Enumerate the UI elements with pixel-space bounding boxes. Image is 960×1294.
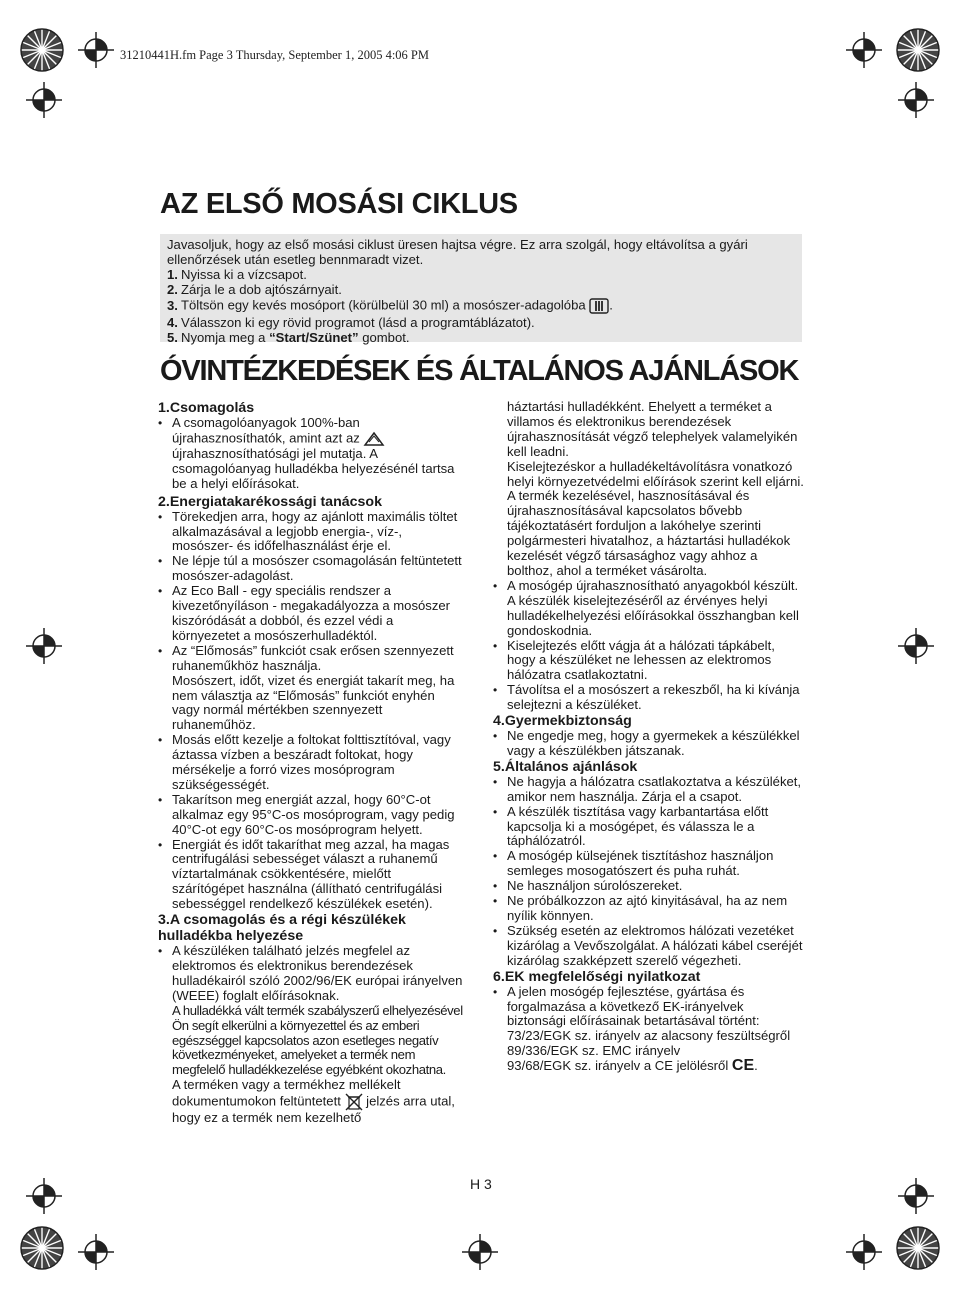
- registration-mark-sunburst-icon: [12, 20, 72, 80]
- ce-mark-icon: CE: [731, 1057, 755, 1075]
- directive-low-voltage: 73/23/EGK sz. irányelv az alacsony feszültségről: [507, 1028, 791, 1044]
- paragraph-energy-4b: Mosószert, időt, vizet és energiát takarít meg, ha nem választja az “Előmosás” funkciót enyhén vagy normál mértékben szennyezett ruhaneműhöz.: [172, 672, 455, 733]
- heading-child-safety: 4.Gyermekbiztonság: [493, 713, 632, 730]
- registration-mark-sunburst-icon: [888, 1218, 948, 1278]
- registration-crosshair-icon: [896, 1176, 936, 1216]
- registration-crosshair-icon: [76, 30, 116, 70]
- registration-crosshair-icon: [844, 1232, 884, 1272]
- heading-disposal: 3.A csomagolás és a régi készülékek hulladékba helyezése: [158, 912, 406, 945]
- step-1: 1. Nyissa ki a vízcsapot.: [167, 267, 307, 283]
- paragraph-weee-2: A hulladékká vált termék szabályszerű elhelyezésével Ön segít elkerülni a környezettel és az emberi egészséggel kapcsolatos azon esetleges negatív következményeket, amelyeket a termék nem megfelelő hulladékkezelése egyébként okozhatna.: [172, 1002, 463, 1078]
- registration-crosshair-icon: [24, 626, 64, 666]
- heading-packaging: 1.Csomagolás: [158, 400, 255, 416]
- step-4: 4. Válasszon ki egy rövid programot (lásd a programtáblázatot).: [167, 315, 535, 331]
- registration-crosshair-icon: [24, 80, 64, 120]
- section-title-precautions: ÓVINTÉZKEDÉSEK ÉS ÁLTALÁNOS AJÁNLÁSOK: [160, 355, 799, 387]
- bullet-energy-5: • Mosás előtt kezelje a foltokat folttisztítóval, vagy áztassa vízben a beszáradt foltokat, hogy mérsékelje a forró vizes mosóprogram szükségességét.: [158, 733, 463, 793]
- bullet-energy-3: • Az Eco Ball - egy speciális rendszer a kivezetőnyíláson - megakadályozza a mosószer kiszóródását a dobból, és ezzel védi a környezetet a mosószerhulladéktól.: [158, 584, 463, 644]
- bullet-energy-4: • Az “Előmosás” funkciót csak erősen szennyezett ruhaneműkhöz használja.: [158, 644, 463, 674]
- bullet-general-4: • Ne használjon súrolószereket.: [493, 879, 805, 894]
- registration-mark-sunburst-icon: [12, 1218, 72, 1278]
- recycling-symbol-icon: [363, 431, 385, 447]
- left-column: [158, 400, 463, 1126]
- detergent-compartment-icon: [589, 297, 609, 315]
- bullet-energy-2: • Ne lépje túl a mosószer csomagolásán feltüntetett mosószer-adagolást.: [158, 554, 463, 584]
- heading-general: 5.Általános ajánlások: [493, 758, 638, 775]
- bullet-packaging: • A csomagolóanyagok 100%-ban újrahasznosíthatók, amint azt az újrahasznosíthatósági jel mutatja. A csomagolóanyag hulladékba helyezésénél tartsa be a helyi előírásokat.: [158, 416, 463, 492]
- registration-crosshair-icon: [76, 1232, 116, 1272]
- heading-ec-declaration: 6.EK megfelelőségi nyilatkozat: [493, 968, 701, 985]
- step-3: 3. Töltsön egy kevés mosóport (körülbelül 30 ml) a mosószer-adagolóba .: [167, 297, 807, 315]
- paragraph-weee-3: A terméken vagy a termékhez mellékelt dokumentumokon feltüntetett jelzés arra utal, hogy ez a termék nem kezelhető: [172, 1077, 455, 1126]
- registration-mark-sunburst-icon: [888, 20, 948, 80]
- right-column: [493, 400, 805, 1074]
- registration-crosshair-icon: [460, 1232, 500, 1272]
- first-wash-intro: [167, 237, 807, 346]
- directive-emc: 89/336/EGK sz. EMC irányelv: [507, 1043, 681, 1059]
- bullet-ec-declaration: • A jelen mosógép fejlesztése, gyártása és forgalmazása a következő EK-irányelvek biztonsági előírásainak betartásával történt:: [493, 985, 805, 1030]
- registration-crosshair-icon: [844, 30, 884, 70]
- paragraph-weee-6: A termék kezelésével, hasznosításával és újrahasznosításával kapcsolatos bővebb tájékoztatásért forduljon a lakóhelye szerinti polgármesteri hivatalhoz, a háztartási hulladékok kezelését végző társasághoz vagy ahhoz a bolthoz, ahol a terméket vásárolta.: [507, 488, 791, 578]
- step-5: 5. Nyomja meg a “Start/Szünet” gombot.: [167, 330, 410, 346]
- bullet-general-3: • A mosógép külsejének tisztításhoz használjon semleges mosogatószert és puha ruhát.: [493, 849, 805, 879]
- section-title-first-wash: AZ ELSŐ MOSÁSI CIKLUS: [160, 188, 518, 220]
- heading-energy: 2.Energiatakarékossági tanácsok: [158, 493, 382, 510]
- bullet-recyclable: • A mosógép újrahasznosítható anyagokból készült. A készülék kiselejtezéséről az érvényes helyi hulladékelhelyezési előírásokkal összhangban kell gondoskodnia.: [493, 579, 805, 639]
- crossed-out-bin-icon: [345, 1093, 363, 1111]
- registration-crosshair-icon: [24, 1176, 64, 1216]
- bullet-general-2: • A készülék tisztítása vagy karbantartása előtt kapcsolja ki a mosógépet, és válassza le a táphálózatról.: [493, 805, 805, 850]
- bullet-weee: • A készüléken található jelzés megfelel az elektromos és elektronikus berendezések hulladékairól szóló 2002/96/EK európai irányelven (WEEE) foglalt előírásoknak.: [158, 944, 463, 1004]
- paragraph-weee-5: Kiselejtezéskor a hulladékeltávolításra vonatkozó helyi környezetvédelmi előírások szerint kell eljárni.: [507, 458, 804, 489]
- bullet-general-6: • Szükség esetén az elektromos hálózati vezetéket kizárólag a Vevőszolgálat. A hálózati kábel cseréjét kizárólag szakképzett szerelő végezheti.: [493, 924, 805, 969]
- registration-crosshair-icon: [896, 626, 936, 666]
- directive-ce: 93/68/EGK sz. irányelv a CE jelölésről CE.: [507, 1057, 758, 1075]
- bullet-cut-cable: • Kiselejtezés előtt vágja át a hálózati tápkábelt, hogy a készüléket ne lehessen az elektromos hálózatra csatlakoztatni.: [493, 639, 805, 684]
- paragraph-weee-4: háztartási hulladékként. Ehelyett a terméket a villamos és elektronikus berendezések újrahasznosítását végző telephelyek valamelyikén kell leadni.: [507, 399, 798, 459]
- bullet-child-safety: • Ne engedje meg, hogy a gyermekek a készülékkel vagy a készülékben játszanak.: [493, 729, 805, 759]
- bullet-energy-7: • Energiát és időt takaríthat meg azzal, ha magas centrifugálási sebességet választ a ruhanemű víztartalmának csökkentésére, mielőtt szárítógépet használna (állítható centrifugálási sebességgel rendelkező készülékek esetén).: [158, 838, 463, 913]
- step-2: 2. Zárja le a dob ajtószárnyait.: [167, 282, 342, 298]
- intro-text: Javasoljuk, hogy az első mosási ciklust üresen hajtsa végre. Ez arra szolgál, hogy eltávolítsa a gyári ellenőrzések után esetleg bennmaradt vizet.: [167, 237, 748, 268]
- bullet-remove-detergent: • Távolítsa el a mosószert a rekeszből, ha ki kívánja selejtezni a készüléket.: [493, 683, 805, 713]
- registration-crosshair-icon: [896, 80, 936, 120]
- bullet-energy-1: • Törekedjen arra, hogy az ajánlott maximális töltet alkalmazásával a legjobb energia-, víz-, mosószer- és időfelhasználást érje el.: [158, 510, 463, 555]
- page-number: H 3: [470, 1176, 492, 1192]
- file-header: 31210441H.fm Page 3 Thursday, September 1, 2005 4:06 PM: [120, 48, 430, 62]
- bullet-general-1: • Ne hagyja a hálózatra csatlakoztatva a készüléket, amikor nem használja. Zárja el a csapot.: [493, 775, 805, 805]
- bullet-general-5: • Ne próbálkozzon az ajtó kinyitásával, ha az nem nyílik könnyen.: [493, 894, 805, 924]
- bullet-energy-6: • Takarítson meg energiát azzal, hogy 60°C-ot alkalmaz egy 95°C-os mosóprogram, vagy pedig 40°C-ot egy 60°C-os mosóprogram helyett.: [158, 793, 463, 838]
